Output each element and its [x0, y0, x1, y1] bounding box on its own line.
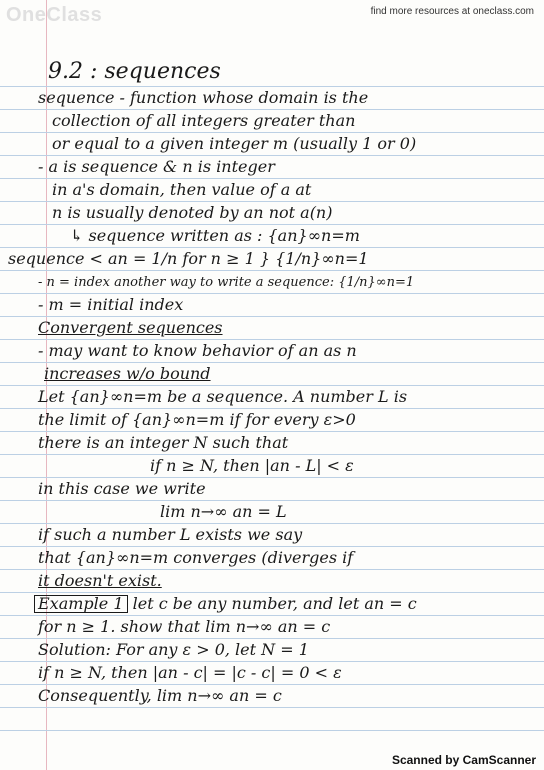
ruled-line — [0, 178, 544, 179]
ruled-line — [0, 638, 544, 639]
ruled-line — [0, 385, 544, 386]
ruled-line — [0, 201, 544, 202]
ruled-line — [0, 155, 544, 156]
note-line: collection of all integers greater than — [52, 111, 356, 130]
note-line: or equal to a given integer m (usually 1 or 0) — [52, 134, 417, 153]
note-line: it doesn't exist. — [38, 571, 162, 590]
section-heading: Convergent sequences — [38, 318, 223, 337]
ruled-line — [0, 270, 544, 271]
ruled-line — [0, 730, 544, 731]
note-line: if such a number L exists we say — [38, 525, 303, 544]
ruled-line — [0, 523, 544, 524]
note-line: Let {an}∞n=m be a sequence. A number L is — [38, 387, 408, 406]
ruled-line — [0, 684, 544, 685]
ruled-line — [0, 293, 544, 294]
note-line: if n ≥ N, then |an - L| < ε — [150, 456, 354, 475]
ruled-line — [0, 316, 544, 317]
note-line: let c be any number, and let an = c — [132, 594, 417, 613]
note-line: in this case we write — [38, 479, 206, 498]
note-line: increases w/o bound — [44, 364, 211, 383]
note-line: lim n→∞ an = L — [160, 502, 287, 521]
ruled-line — [0, 500, 544, 501]
ruled-line — [0, 546, 544, 547]
ruled-line — [0, 224, 544, 225]
notes-title: 9.2 : sequences — [48, 59, 221, 84]
ruled-line — [0, 592, 544, 593]
note-line: for n ≥ 1. show that lim n→∞ an = c — [38, 617, 331, 636]
note-line: - may want to know behavior of an as n — [38, 341, 357, 360]
ruled-line — [0, 615, 544, 616]
brand-logo: OneClass — [6, 4, 103, 26]
note-line: in a's domain, then value of a at — [52, 180, 312, 199]
ruled-line — [0, 339, 544, 340]
note-line: n is usually denoted by an not a(n) — [52, 203, 333, 222]
note-line: ↳ sequence written as : {an}∞n=m — [70, 226, 360, 245]
brand-url[interactable]: find more resources at oneclass.com — [370, 6, 534, 17]
ruled-line — [0, 86, 544, 87]
example-label: Example 1 — [34, 595, 128, 613]
ruled-line — [0, 477, 544, 478]
ruled-line — [0, 109, 544, 110]
ruled-line — [0, 132, 544, 133]
note-line: that {an}∞n=m converges (diverges if — [38, 548, 354, 567]
ruled-line — [0, 247, 544, 248]
example-row — [34, 594, 417, 614]
note-line: Solution: For any ε > 0, let N = 1 — [38, 640, 309, 659]
note-line: the limit of {an}∞n=m if for every ε>0 — [38, 410, 356, 429]
scanner-watermark: Scanned by CamScanner — [391, 753, 536, 767]
ruled-line — [0, 431, 544, 432]
note-line: if n ≥ N, then |an - c| = |c - c| = 0 < ε — [38, 663, 342, 682]
ruled-line — [0, 408, 544, 409]
ruled-line — [0, 362, 544, 363]
ruled-line — [0, 707, 544, 708]
ruled-line — [0, 454, 544, 455]
ruled-line — [0, 569, 544, 570]
note-line: - m = initial index — [38, 295, 184, 314]
note-line: Consequently, lim n→∞ an = c — [38, 686, 282, 705]
note-line: sequence - function whose domain is the — [38, 88, 369, 107]
ruled-line — [0, 661, 544, 662]
note-line: there is an integer N such that — [38, 433, 289, 452]
note-line: - n = index another way to write a sequence: {1/n}∞n=1 — [38, 275, 415, 290]
note-line: sequence < an = 1/n for n ≥ 1 } {1/n}∞n=1 — [8, 249, 369, 268]
note-line: - a is sequence & n is integer — [38, 157, 275, 176]
